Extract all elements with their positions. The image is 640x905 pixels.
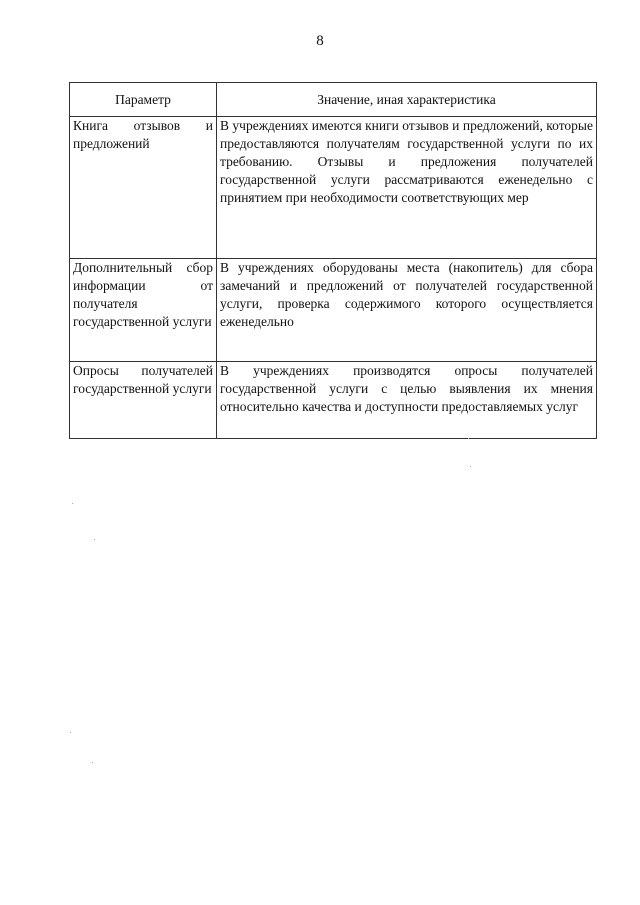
scan-speck xyxy=(92,762,93,763)
table-row xyxy=(70,117,597,259)
scan-speck xyxy=(72,503,73,504)
parameters-table xyxy=(69,82,597,439)
header-value: Значение, иная характеристика xyxy=(217,83,597,117)
row-parameter: Опросы получателей государственной услуги xyxy=(70,362,217,439)
row-value: В учреждениях производятся опросы получателей государственной услуги с целью выявления их мнения относительно качества и доступности предоставляемых услуг xyxy=(217,362,597,439)
header-parameter: Параметр xyxy=(70,83,217,117)
table-header-row xyxy=(70,83,597,117)
scan-speck xyxy=(70,732,71,733)
scan-speck xyxy=(94,539,95,540)
row-parameter: Дополнительный сбор информации от получателя государственной услуги xyxy=(70,259,217,362)
scan-speck xyxy=(468,438,469,439)
table-row xyxy=(70,362,597,439)
page-number: 8 xyxy=(316,33,324,49)
row-value: В учреждениях имеются книги отзывов и предложений, которые предоставляются получателям государственной услуги по их требованию. Отзывы и предложения получателей государственной услуги рассматриваются еженедельно с принятием при необходимости соответствующих мер xyxy=(217,117,597,259)
row-parameter: Книга отзывов и предложений xyxy=(70,117,217,259)
scan-speck xyxy=(470,466,471,467)
row-value: В учреждениях оборудованы места (накопитель) для сбора замечаний и предложений от получателей государственной услуги, проверка содержимого которого осуществляется еженедельно xyxy=(217,259,597,362)
table-row xyxy=(70,259,597,362)
